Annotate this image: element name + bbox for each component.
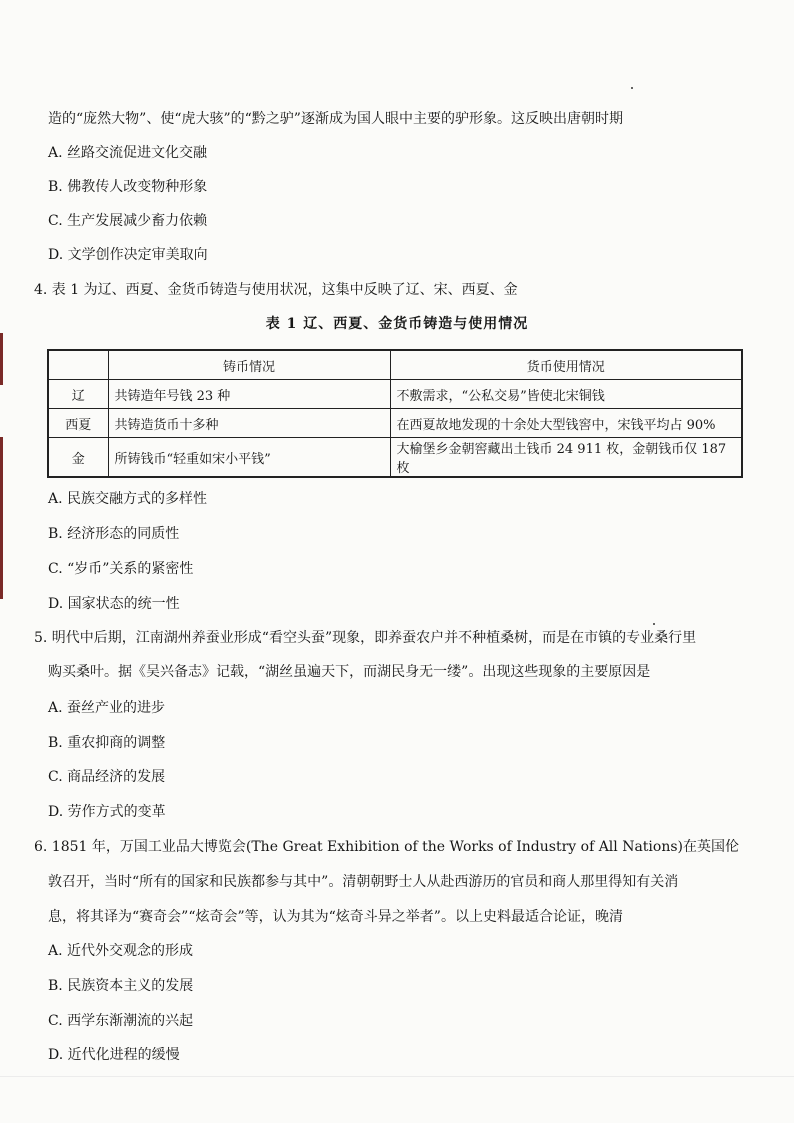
table-cell-usage: 大榆堡乡金朝窖藏出土钱币 24 911 枚，金朝钱币仅 187 枚 [390,438,742,478]
question-3-option-d: D. 文学创作决定审美取向 [48,247,208,263]
question-3-stem-end: 造的“庞然大物”、使“虎大骇”的“黔之驴”逐渐成为国人眼中主要的驴形象。这反映出唐朝时期 [48,111,623,127]
table-header-cell [48,350,108,380]
question-3-option-c: C. 生产发展减少畜力依赖 [48,213,208,229]
question-4-option-d: D. 国家状态的统一性 [48,596,180,612]
question-6-option-b: B. 民族资本主义的发展 [48,978,194,994]
question-3-option-a: A. 丝路交流促进文化交融 [48,145,208,161]
question-5-option-d: D. 劳作方式的变革 [48,804,166,820]
question-3-option-b: B. 佛教传人改变物种形象 [48,179,208,195]
question-5-stem-line-2: 购买桑叶。据《吴兴备志》记载，“湖丝虽遍天下，而湖民身无一缕”。出现这些现象的主要原因是 [48,664,651,680]
table-caption: 表 1 辽、西夏、金货币铸造与使用情况 [265,316,529,332]
binding-mark-bottom [0,437,3,599]
question-6-option-d: D. 近代化进程的缓慢 [48,1047,180,1063]
question-4-option-a: A. 民族交融方式的多样性 [48,491,208,507]
question-6-option-c: C. 西学东渐潮流的兴起 [48,1013,194,1029]
question-5-option-b: B. 重农抑商的调整 [48,735,166,751]
table-cell-state: 辽 [48,380,108,409]
scan-edge-divider [0,1076,794,1077]
table-cell-minting: 所铸钱币“轻重如宋小平钱” [108,438,390,478]
table-header-row [48,350,742,380]
question-5-option-c: C. 商品经济的发展 [48,769,166,785]
coin-table [47,349,743,478]
question-4-option-b: B. 经济形态的同质性 [48,526,180,542]
question-6-stem-line-2: 敦召开，当时“所有的国家和民族都参与其中”。清朝朝野士人从赴西游历的官员和商人那里得知有关消 [48,874,679,890]
question-5-stem-line-1: 5. 明代中后期，江南湖州养蚕业形成“看空头蚕”现象，即养蚕农户并不种植桑树，而是在市镇的专业桑行里 [34,630,697,646]
scan-speck [653,623,655,625]
binding-mark-top [0,333,3,385]
table-header-cell: 货币使用情况 [390,350,742,380]
question-6-stem-line-3: 息，将其译为“赛奇会”“炫奇会”等，认为其为“炫奇斗异之举者”。以上史料最适合论证，晚清 [48,909,623,925]
table-cell-minting: 共铸造货币十多种 [108,409,390,438]
table-cell-usage: 不敷需求，“公私交易”皆使北宋铜钱 [390,380,742,409]
table-row [48,380,742,409]
table-cell-minting: 共铸造年号钱 23 种 [108,380,390,409]
table-cell-state: 西夏 [48,409,108,438]
question-5-option-a: A. 蚕丝产业的进步 [48,700,166,716]
table-header-cell: 铸币情况 [108,350,390,380]
table-row [48,409,742,438]
scan-speck [631,87,633,89]
table-cell-usage: 在西夏故地发现的十余处大型钱窖中，宋钱平均占 90% [390,409,742,438]
table-cell-state: 金 [48,438,108,478]
table-row [48,438,742,478]
question-4-stem: 4. 表 1 为辽、西夏、金货币铸造与使用状况，这集中反映了辽、宋、西夏、金 [34,282,518,298]
question-6-option-a: A. 近代外交观念的形成 [48,943,194,959]
question-4-option-c: C. “岁币”关系的紧密性 [48,561,194,577]
question-6-stem-line-1: 6. 1851 年，万国工业品大博览会(The Great Exhibition of the Works of Industry of All Nations)在英国伦 [34,839,740,855]
